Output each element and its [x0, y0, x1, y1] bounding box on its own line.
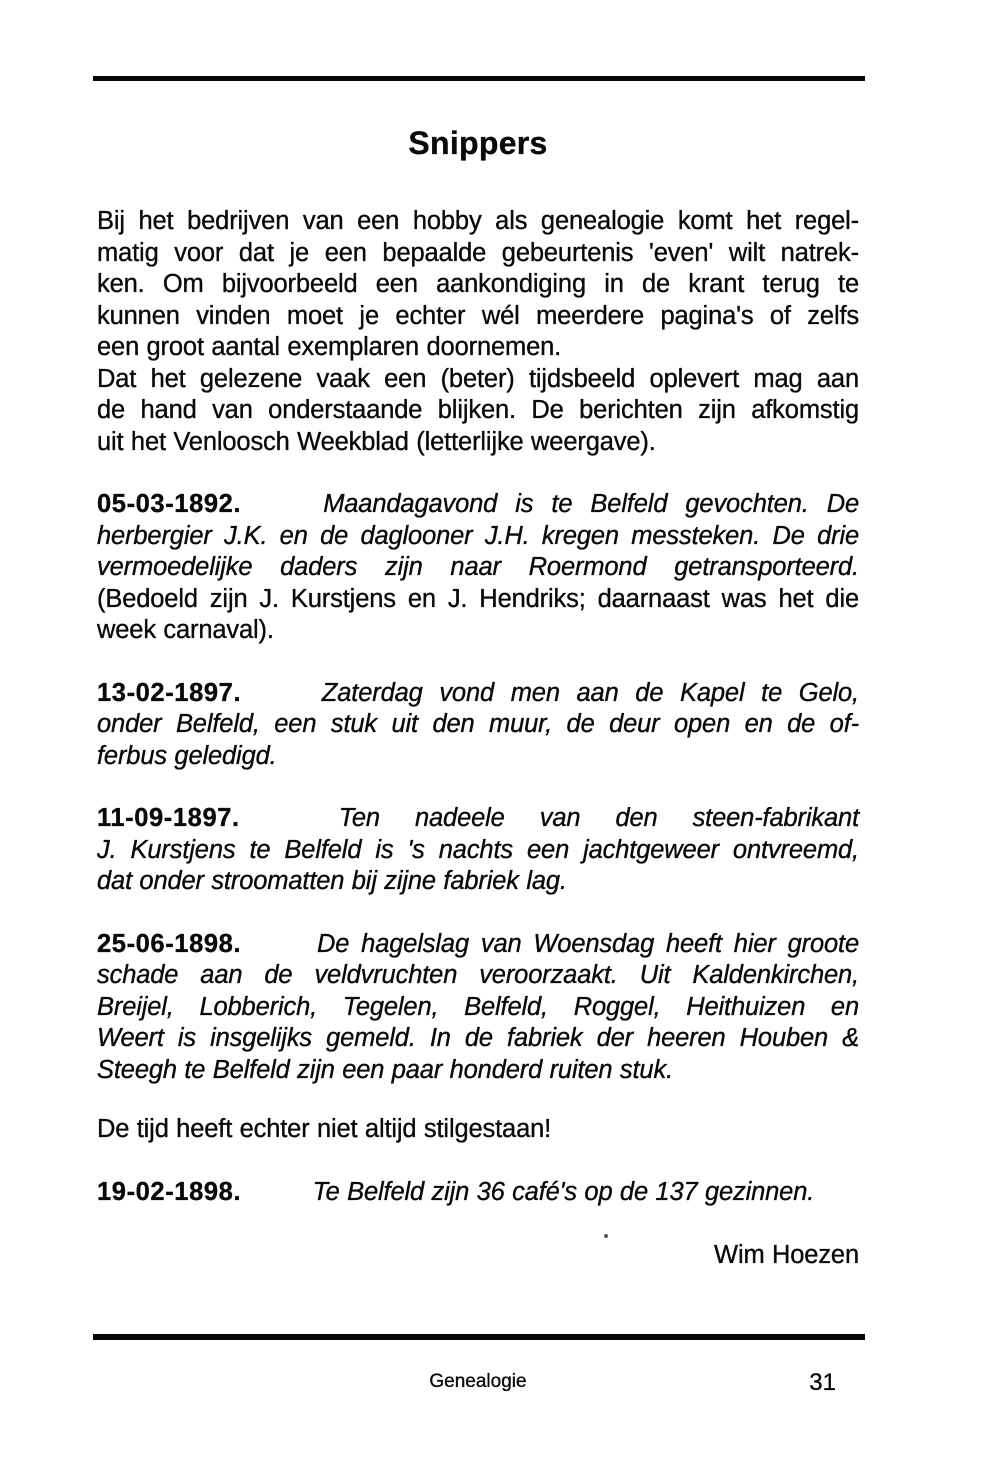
text-line — [97, 489, 859, 521]
text-line — [97, 929, 859, 961]
body-text: matig voor dat je een bepaalde gebeurtenis 'even' wilt natrek- — [97, 238, 859, 267]
text-line — [97, 269, 859, 301]
entry-1898-06-25 — [97, 929, 859, 1087]
text-line — [97, 1023, 859, 1055]
entry-date: 05-03-1892. — [97, 490, 242, 518]
quoted-news-text: vermoedelijke daders zijn naar Roermond getransporteerd. — [97, 553, 859, 581]
entry-date: 11-09-1897. — [97, 804, 240, 832]
text-line — [97, 1055, 859, 1087]
intro-paragraph-1 — [97, 206, 859, 364]
text-line — [97, 427, 859, 459]
text-line — [97, 803, 859, 835]
quoted-news-text: J. Kurstjens te Belfeld is 's nachts een jachtgeweer ontvreemd, — [97, 835, 859, 864]
entry-1897-02-13 — [97, 678, 859, 773]
text-line — [97, 709, 859, 741]
body-text: De tijd heeft echter niet altijd stilgestaan! — [97, 1115, 552, 1143]
entry-date: 25-06-1898. — [97, 929, 242, 958]
author-signature: Wim Hoezen — [714, 1241, 859, 1269]
quoted-news-text: Maandagavond is te Belfeld gevochten. De — [323, 490, 860, 518]
text-line — [97, 395, 859, 427]
text-line — [97, 332, 859, 364]
text-line — [97, 364, 859, 396]
body-text: kunnen vinden moet je echter wél meerdere pagina's of zelfs — [97, 301, 859, 330]
entry-date: 19-02-1898. — [97, 1177, 242, 1206]
quoted-news-text: Te Belfeld zijn 36 café's op de 137 gezinnen. — [312, 1177, 815, 1206]
text-line — [97, 238, 859, 270]
body-text: Bij het bedrijven van een hobby als genealogie komt het regel- — [97, 207, 859, 235]
quoted-news-text: Weert is insgelijks gemeld. In de fabriek der heeren Houben & — [97, 1024, 859, 1052]
entry-date: 13-02-1897. — [97, 678, 242, 707]
body-text: de hand van onderstaande blijken. De berichten zijn afkomstig — [97, 396, 859, 424]
quoted-news-text: ferbus geledigd. — [97, 741, 277, 770]
scan-artifact-dot — [604, 1234, 608, 1238]
quoted-news-text: schade aan de veldvruchten veroorzaakt. Uit Kaldenkirchen, — [97, 961, 859, 989]
entry-1892-03-05 — [97, 489, 859, 647]
footer-page-number: 31 — [809, 1369, 836, 1396]
quoted-news-text: herbergier J.K. en de daglooner J.H. kregen messteken. De drie — [97, 521, 859, 550]
text-line — [97, 1114, 859, 1146]
body-text: ken. Om bijvoorbeeld een aankondiging in de krant terug te — [97, 270, 859, 298]
page-title: Snippers — [408, 125, 548, 162]
body-text: week carnaval). — [97, 616, 274, 644]
body-text: (Bedoeld zijn J. Kurstjens en J. Hendriks; daarnaast was het die — [97, 584, 859, 613]
body-text: Dat het gelezene vaak een (beter) tijdsbeeld oplevert mag aan — [97, 364, 859, 393]
text-line — [97, 866, 859, 898]
intro-paragraph-2 — [97, 364, 859, 459]
quoted-news-text: onder Belfeld, een stuk uit den muur, de deur open en de of- — [97, 710, 859, 738]
text-line — [97, 521, 859, 553]
text-line — [97, 615, 859, 647]
quoted-news-text: Ten nadeele van den steen-fabrikant — [338, 804, 860, 832]
quoted-news-text: dat onder stroomatten bij zijne fabriek lag. — [97, 867, 567, 895]
body-text: een groot aantal exemplaren doornemen. — [97, 333, 562, 361]
body-text: uit het Venloosch Weekblad (letterlijke weergave). — [97, 427, 656, 456]
text-line — [97, 960, 859, 992]
text-line — [97, 678, 859, 710]
text-line — [97, 206, 859, 238]
quoted-news-text: Steegh te Belfeld zijn een paar honderd ruiten stuk. — [97, 1055, 674, 1084]
text-line — [97, 552, 859, 584]
text-line — [97, 992, 859, 1024]
footer-section-label: Genealogie — [429, 1371, 527, 1392]
entry-1897-09-11 — [97, 803, 859, 898]
text-line — [97, 741, 859, 773]
bottom-rule — [93, 1334, 865, 1340]
quoted-news-text: Zaterdag vond men aan de Kapel te Gelo, — [321, 678, 859, 707]
closing-line — [97, 1114, 859, 1146]
article-blocks — [97, 206, 859, 1208]
text-line — [97, 301, 859, 333]
top-rule — [93, 76, 865, 81]
entry-1898-02-19 — [97, 1177, 859, 1209]
text-line — [97, 584, 859, 616]
text-column — [97, 206, 859, 1272]
text-line — [97, 835, 859, 867]
text-line — [97, 1177, 859, 1209]
quoted-news-text: Breijel, Lobberich, Tegelen, Belfeld, Roggel, Heithuizen en — [97, 992, 859, 1021]
quoted-news-text: De hagelslag van Woensdag heeft hier groote — [317, 929, 860, 958]
